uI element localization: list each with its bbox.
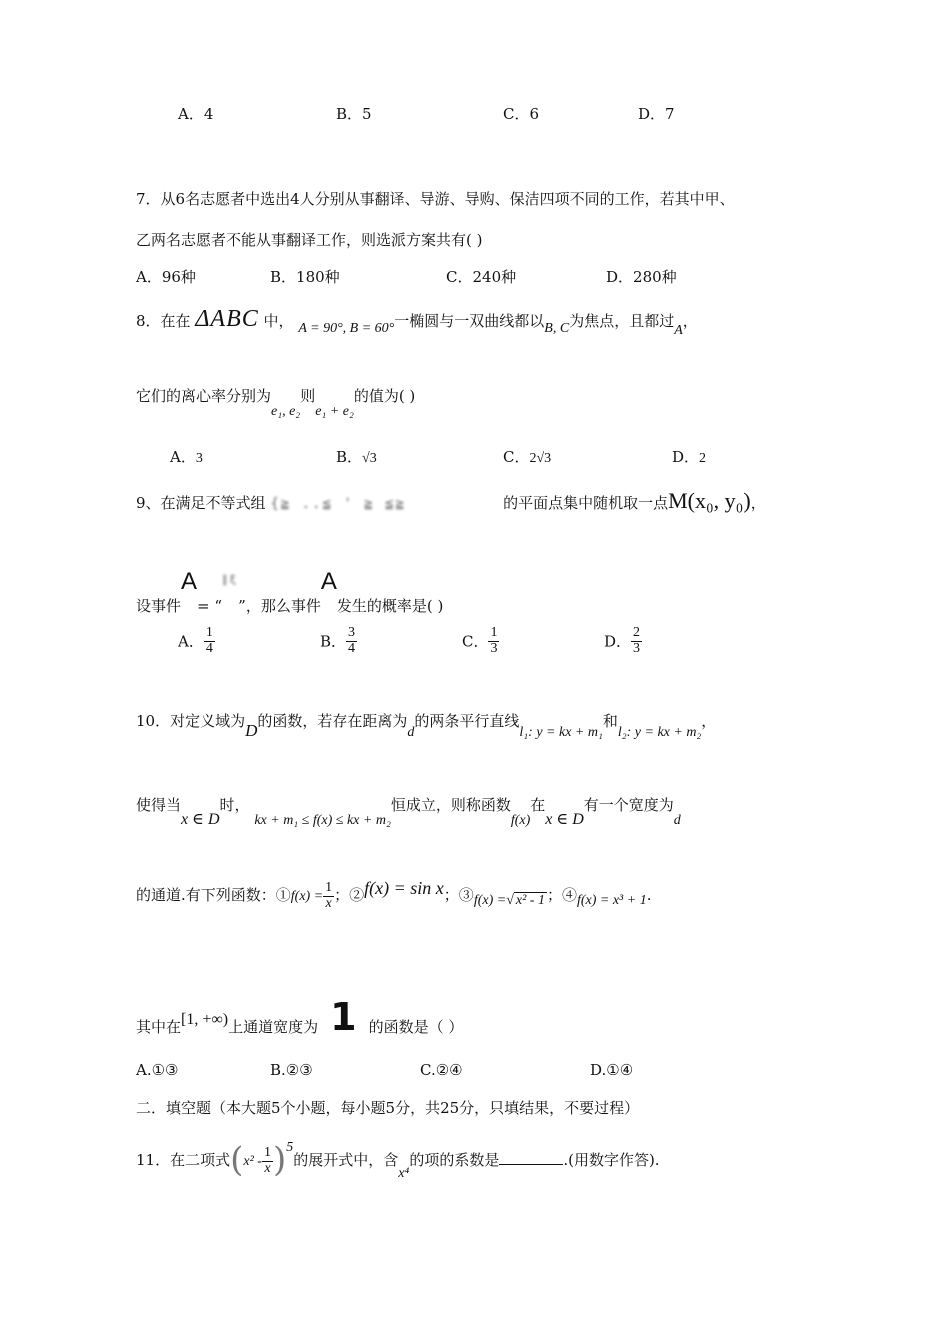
- q9-inequality-system: {≧ ..≦ ' ≧ ≦≧: [270, 496, 406, 512]
- q10-f3: f(x) =: [473, 893, 507, 908]
- q6-option-c: C．6: [503, 105, 540, 123]
- q9-stem-line2: [136, 568, 443, 616]
- q10-f3-sqrt: √ x² - 1: [506, 893, 545, 908]
- q10-f4: f(x) = x³ + 1: [576, 893, 647, 908]
- q8-point: A: [674, 323, 683, 338]
- q8-stem-line1: [136, 306, 698, 339]
- q6-option-d: D．7: [638, 105, 675, 123]
- q10-line4-prefix: 其中在: [136, 1018, 182, 1036]
- q10-stem-line1: [136, 710, 716, 741]
- q10-option-d: D.①④: [590, 1061, 634, 1079]
- q7-stem-line1: 7．从6名志愿者中选出4人分别从事翻译、导游、导购、保洁四项不同的工作，若其中甲、: [136, 190, 735, 208]
- q10-line2: l₂: y = kx + m₂: [617, 725, 702, 740]
- q11-expr-left: x² -: [243, 1154, 262, 1169]
- q9-option-a-frac: $\frac{1}{4}$: [205, 625, 213, 656]
- q11-mid2: 的项的系数是: [409, 1151, 500, 1169]
- q8-option-a-value: 3: [195, 451, 203, 466]
- q7-option-a: A．96种: [136, 268, 196, 286]
- q10-f1: f(x) =: [290, 889, 324, 904]
- q9-eq: = “: [197, 597, 223, 615]
- q9-stem-line1: [136, 488, 766, 514]
- q10-mid5: 上通道宽度为: [228, 1018, 319, 1036]
- q10-channel-width: 1: [330, 995, 357, 1039]
- q10-line3-end: .: [646, 886, 652, 904]
- q9-line2-prefix: 设事件: [136, 597, 182, 615]
- q10-line4-end: 的函数是（ ）: [368, 1018, 464, 1036]
- q11-end: .(用数字作答).: [563, 1151, 660, 1169]
- q9-option-d-label: D．: [604, 632, 632, 651]
- q8-option-b: [336, 446, 377, 467]
- q10-in: 在: [530, 796, 546, 814]
- q11-frac: $\frac{1}{x}$: [263, 1144, 271, 1176]
- q10-prefix: 10．对定义域为: [136, 712, 246, 730]
- q8-stem-line2: [136, 385, 415, 420]
- q10-and: 和: [602, 712, 618, 730]
- q10-cond2: x ∈ D: [545, 811, 584, 828]
- q11-exponent: 5: [286, 1140, 294, 1155]
- q8-option-b-value: √3: [362, 451, 377, 466]
- q10-mid2: 的两条平行直线: [414, 712, 520, 730]
- section2-title: 二．填空题（本大题5个小题，每小题5分，共25分，只填结果，不要过程）: [136, 1099, 640, 1117]
- q10-inequality: kx + m₁ ≤ f(x) ≤ kx + m₂: [254, 813, 391, 828]
- q8-option-d-value: 2: [699, 451, 707, 466]
- q7-stem-line2: 乙两名志愿者不能从事翻译工作，则选派方案共有( ): [136, 231, 483, 249]
- q10-stem-line3: [136, 878, 651, 911]
- q10-option-c: C.②④: [420, 1061, 463, 1079]
- q10-domain: D: [245, 721, 258, 740]
- q11-answer-blank[interactable]: [499, 1164, 563, 1165]
- q9-end: ，: [750, 494, 766, 512]
- q10-interval: [1, +∞): [181, 1011, 229, 1028]
- q10-line2-prefix: 使得当: [136, 796, 182, 814]
- q9-option-b-frac: $\frac{3}{4}$: [348, 625, 356, 656]
- q9-event: A: [181, 568, 198, 595]
- q11-term: x⁴: [398, 1166, 410, 1181]
- q8-option-a-label: A．: [170, 448, 196, 466]
- q10-sep2: ；③: [443, 886, 474, 904]
- q10-cond: x ∈ D: [181, 811, 220, 828]
- q10-mid3: 恒成立，则称函数: [390, 796, 511, 814]
- q10-sep3: ；④: [546, 886, 577, 904]
- q8-sum: e₁ + e₂: [315, 404, 354, 419]
- q8-triangle: ΔABC: [195, 306, 259, 332]
- q8-line2-end: 的值为( ): [353, 387, 416, 405]
- q11-rparen: ): [272, 1140, 287, 1180]
- q8-end: ，: [682, 312, 698, 330]
- q8-prefix: 8．在在: [136, 312, 191, 330]
- q8-line2-prefix: 它们的离心率分别为: [136, 387, 272, 405]
- q9-option-c-label: C．: [462, 632, 489, 651]
- q10-option-b: B.②③: [270, 1061, 313, 1079]
- q8-mid3: 为焦点，且都过: [569, 312, 675, 330]
- q9-event2: A: [320, 568, 337, 595]
- q9-option-b-label: B．: [320, 632, 347, 651]
- q8-foci: B, C: [544, 321, 570, 336]
- q10-mid1: 的函数，若存在距离为: [257, 712, 408, 730]
- q10-fx: f(x): [510, 813, 531, 828]
- q9-line2-end: 发生的概率是( ): [336, 597, 444, 615]
- q11-stem: [136, 1140, 660, 1182]
- q10-option-a: A.①③: [136, 1061, 179, 1079]
- q8-option-c-label: C．: [503, 448, 530, 466]
- q9-option-d: [604, 626, 642, 656]
- q9-close: ”，那么事件: [238, 597, 321, 615]
- q10-stem-line4: [136, 995, 463, 1039]
- q10-width-d: d: [673, 813, 681, 828]
- q9-option-a: [178, 626, 215, 656]
- q10-sep1: ；②: [334, 886, 365, 904]
- q8-option-c-value: 2√3: [529, 451, 552, 466]
- q9-event-def: ∥ξ: [222, 573, 239, 586]
- q11-lparen: (: [230, 1140, 244, 1180]
- q9-option-d-frac: $\frac{2}{3}$: [633, 625, 641, 656]
- q7-option-c: C．240种: [446, 268, 517, 286]
- q9-option-a-label: A．: [178, 632, 204, 651]
- q10-end: ，: [701, 712, 717, 730]
- q8-option-b-label: B．: [336, 448, 363, 466]
- q9-option-b: [320, 626, 357, 656]
- q9-mid: 的平面点集中随机取一点: [503, 494, 669, 512]
- q11-prefix: 11．在二项式: [136, 1151, 231, 1169]
- q8-option-a: [170, 446, 203, 467]
- q7-option-d: D．280种: [606, 268, 677, 286]
- q6-option-a: A．4: [178, 105, 214, 123]
- q10-stem-line2: [136, 794, 681, 829]
- q8-option-c: [503, 446, 551, 467]
- q10-mid4: 有一个宽度为: [583, 796, 674, 814]
- q6-option-b: B．5: [336, 105, 372, 123]
- q11-mid: 的展开式中，含: [293, 1151, 399, 1169]
- q10-f1-frac: $\frac{1}{x}$: [325, 879, 333, 911]
- q8-angles: A = 90°, B = 60°: [298, 321, 395, 336]
- q8-ecc: e₁, e₂: [271, 404, 301, 419]
- q10-when: 时，: [219, 796, 250, 814]
- q10-line1: l₁: y = kx + m₁: [519, 725, 603, 740]
- q10-line3-prefix: 的通道.有下列函数：①: [136, 886, 291, 904]
- q9-prefix: 9、在满足不等式组: [136, 494, 266, 512]
- q7-option-b: B．180种: [270, 268, 340, 286]
- q8-option-d: [672, 446, 706, 467]
- q9-option-c-frac: $\frac{1}{3}$: [490, 625, 498, 656]
- q8-then: 则: [300, 387, 316, 405]
- q9-option-c: [462, 626, 499, 656]
- q8-option-d-label: D．: [672, 448, 700, 466]
- q8-mid1: 中，: [263, 312, 294, 330]
- q10-f2: f(x) = sin x: [364, 878, 444, 898]
- q10-distance: d: [407, 725, 415, 740]
- q8-mid2: 一椭圆与一双曲线都以: [394, 312, 545, 330]
- q9-point: M(x₀, y₀): [668, 488, 751, 513]
